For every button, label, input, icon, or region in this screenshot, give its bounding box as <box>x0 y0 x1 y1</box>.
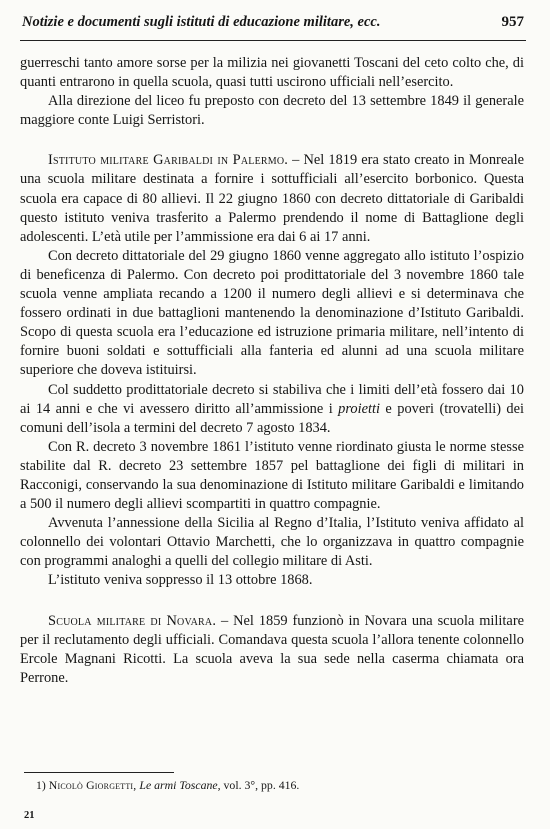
paragraph: Alla direzione del liceo fu preposto con decreto del 13 settembre 1849 il generale maggiore conte Luigi Serristori. <box>20 93 524 129</box>
body-text <box>20 54 524 688</box>
section-novara <box>20 612 524 688</box>
footnote-marker: 1) <box>36 778 46 792</box>
section-text: – Nel 1859 funzionò in Novara una scuola militare per il reclutamento degli ufficiali. Comandava questa scuola l’allora tenente colonnello Ercole Magnani Ricotti. La scuola aveva la sua sede nella caserma chiamata ora Perrone. <box>20 612 524 686</box>
paragraph-text: e poveri (trovatelli) dei comuni dell’isola a termini del decreto 7 agosto 1834. <box>20 400 525 436</box>
section-heading-palermo: Istituto militare Garibaldi in Palermo. <box>48 152 289 169</box>
paragraph-text: Col suddetto prodittatoriale decreto si stabiliva che i limiti dell’età fossero dai 10 ai 14 anni e che vi avessero diritto all’ammissione i <box>20 381 524 417</box>
printer-signature: 21 <box>24 810 35 821</box>
paragraph: guerreschi tanto amore sorse per la milizia nei giovanetti Toscani del ceto colto che, di quanti entrarono in quella scuola, quasi tutti uscirono ufficiali nell’esercito. <box>20 55 524 91</box>
footnote-ref: vol. 3°, pp. 416. <box>223 778 300 792</box>
paragraph: Con decreto dittatoriale del 29 giugno 1860 venne aggregato allo istituto l’ospizio di beneficenza di Palermo. Con decreto poi prodittatoriale del 3 novembre 1860 tale scuola venne ampliata recando a 1200 il numero degli allievi e si determinava che fossero ordinati in due battaglioni mantenendo la denominazione d’Istituto Garibaldi. Scopo di questa scuola era l’educazione ed istruzione primaria militare, nell’intento di fornire buoni soldati e sottufficiali alla fanteria ed alunni ad una scuola militare superiore che doveva istituirsi. <box>20 247 524 379</box>
paragraph <box>20 381 524 438</box>
footnote-work: Le armi Toscane, <box>139 778 221 792</box>
italic-term: proietti <box>338 400 380 417</box>
section-palermo-intro <box>20 151 524 246</box>
footnote-rule <box>24 772 174 773</box>
page-number: 957 <box>501 14 524 30</box>
running-head-title: Notizie e documenti sugli istituti di educazione militare, ecc. <box>22 14 381 30</box>
paragraph: Avvenuta l’annessione della Sicilia al Regno d’Italia, l’Istituto veniva affidato al colonnello dei volontari Ottavio Marchetti, che lo organizzava in quattro compagnie con programmi analoghi a quelli del collegio militare di Asti. <box>20 515 524 570</box>
footnote-author: Nicolò Giorgetti, <box>48 778 137 792</box>
section-text: – Nel 1819 era stato creato in Monreale una scuola militare destinata a fornire i sottufficiali all’esercito borbonico. Questa scuola era capace di 80 allievi. Il 22 giugno 1860 con decreto dittatoriale di Garibaldi questo istituto veniva trasferito a Palermo prendendo il nome di Battaglione degli adolescenti. L’età utile per l’ammissione era dai 6 ai 17 anni. <box>20 152 524 245</box>
paragraph: L’istituto veniva soppresso il 13 ottobre 1868. <box>48 572 313 589</box>
section-heading-novara: Scuola militare di Novara. <box>48 612 217 629</box>
paragraph: Con R. decreto 3 novembre 1861 l’istituto venne riordinato giusta le norme stesse stabilite dal R. decreto 23 settembre 1857 pel battaglione dei figli di militari in Racconigi, conservando la sua denominazione di Istituto militare Garibaldi e limitando a 500 il numero degli allievi scompartiti in quattro compagnie. <box>20 438 524 513</box>
running-head <box>22 14 524 36</box>
footnote <box>36 778 524 793</box>
header-rule <box>20 40 526 41</box>
